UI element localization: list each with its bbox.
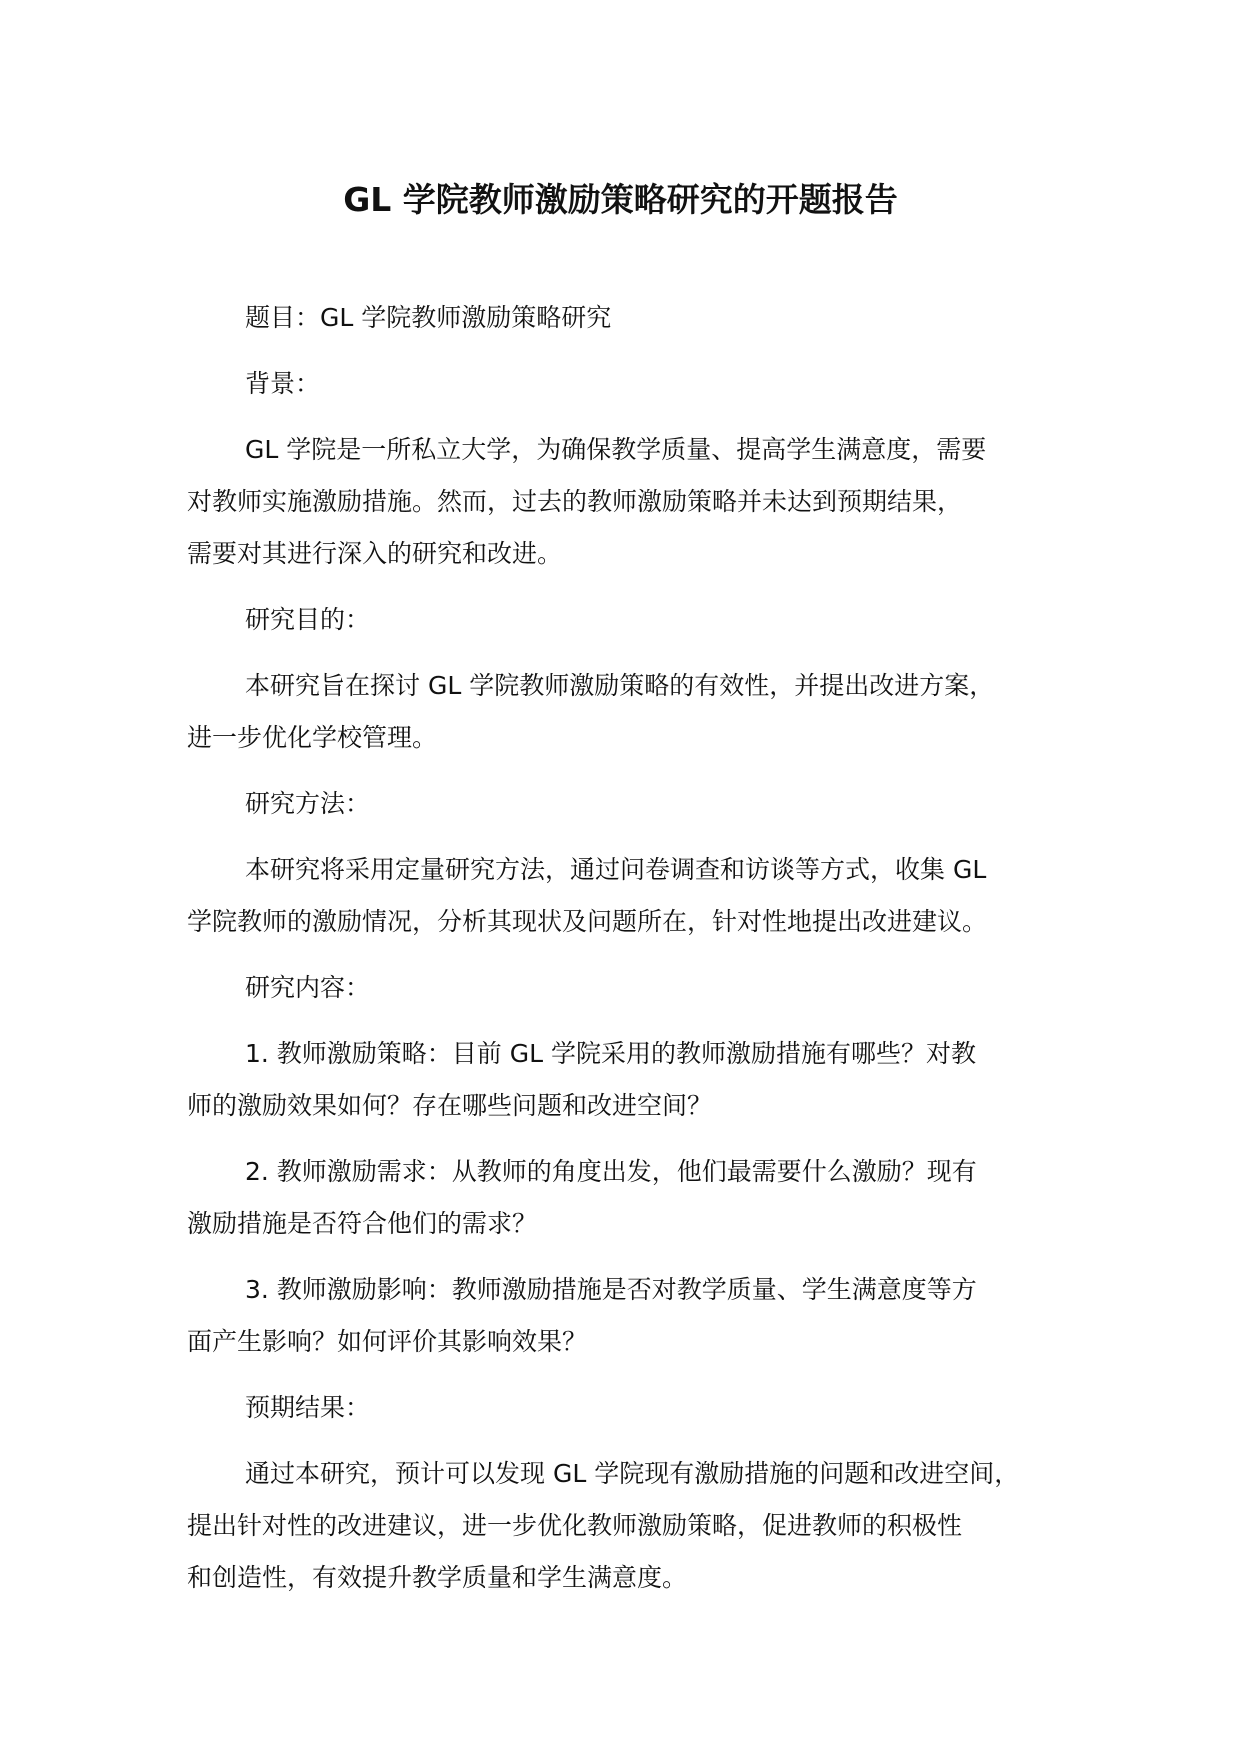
expected-heading: 预期结果： [245,1393,371,1422]
paragraph-line: 本研究将采用定量研究方法，通过问卷调查和访谈等方式，收集 GL [245,855,987,884]
subject-line: 题目：GL 学院教师激励策略研究 [245,303,612,332]
purpose-paragraph [187,660,1087,764]
method-paragraph [187,844,1087,948]
list-item-line: 3. 教师激励影响：教师激励措施是否对教学质量、学生满意度等方 [245,1275,977,1304]
content-item-2 [187,1146,1087,1250]
paragraph-line: 进一步优化学校管理。 [187,723,438,752]
background-heading: 背景： [245,369,321,398]
paragraph-line: GL 学院是一所私立大学，为确保教学质量、提高学生满意度，需要 [245,435,987,464]
purpose-heading: 研究目的： [245,605,371,634]
background-paragraph [187,424,1087,580]
content-heading: 研究内容： [245,973,371,1002]
paragraph-line: 学院教师的激励情况，分析其现状及问题所在，针对性地提出改进建议。 [187,907,988,936]
paragraph-line: 本研究旨在探讨 GL 学院教师激励策略的有效性，并提出改进方案， [245,671,995,700]
document-body [187,292,1087,1604]
paragraph-line: 提出针对性的改进建议，进一步优化教师激励策略，促进教师的积极性 [187,1511,963,1540]
list-item-line: 1. 教师激励策略：目前 GL 学院采用的教师激励措施有哪些？对教 [245,1039,976,1068]
content-item-3 [187,1264,1087,1368]
paragraph-line: 通过本研究，预计可以发现 GL 学院现有激励措施的问题和改进空间， [245,1459,1020,1488]
paragraph-line: 和创造性，有效提升教学质量和学生满意度。 [187,1563,688,1592]
document-title: GL 学院教师激励策略研究的开题报告 [343,180,898,219]
list-item-line: 2. 教师激励需求：从教师的角度出发，他们最需要什么激励？现有 [245,1157,977,1186]
expected-paragraph [187,1448,1087,1604]
paragraph-line: 需要对其进行深入的研究和改进。 [187,539,563,568]
list-item-line: 师的激励效果如何？存在哪些问题和改进空间？ [187,1091,713,1120]
method-heading: 研究方法： [245,789,371,818]
content-item-1 [187,1028,1087,1132]
list-item-line: 面产生影响？如何评价其影响效果？ [187,1327,588,1356]
paragraph-line: 对教师实施激励措施。然而，过去的教师激励策略并未达到预期结果， [187,487,963,516]
list-item-line: 激励措施是否符合他们的需求？ [187,1209,538,1238]
